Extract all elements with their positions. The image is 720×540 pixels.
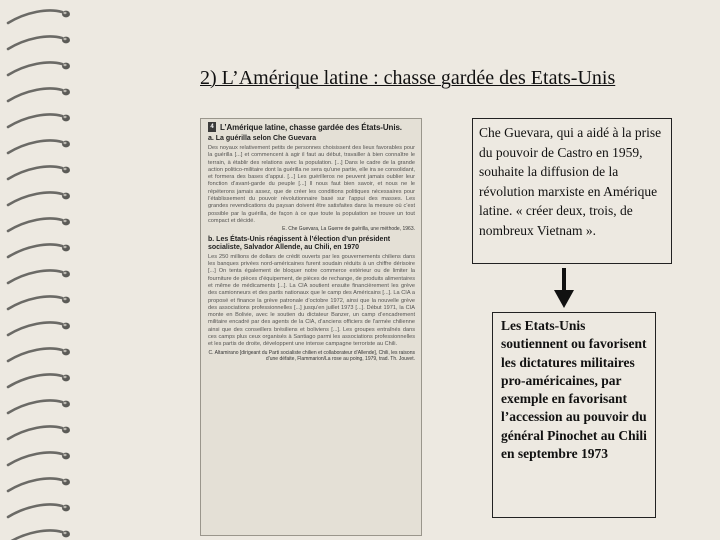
document-number: 4 [208, 122, 216, 132]
section-a-source: E. Che Guevara, La Guerre de guérilla, une méthode, 1963. [282, 226, 415, 233]
binding-ring [8, 192, 70, 205]
binding-ring [8, 10, 70, 23]
usa-dictatorships-box: Les Etats-Unis soutiennent ou favorisent les dictatures militaires pro-américaines, par exemple en favorisant l’accession au pouvoir du général Pinochet au Chili en septembre 1973 [492, 312, 656, 518]
document-header [208, 122, 415, 132]
binding-ring [8, 88, 70, 101]
binding-ring [8, 36, 70, 49]
down-arrow-icon [552, 268, 576, 308]
binding-ring [8, 478, 70, 491]
section-a-subtitle: a. La guérilla selon Che Guevara [208, 135, 317, 142]
section-b-text: Les 250 millions de dollars de crédit ouverts par les gouvernements chiliens dans les banques privées nord-américaines furent soudain réduits à un chiffre dérisoire [...] On tenta également de bloquer notre commerce extérieur ou de limiter la fourniture de pièces d’équipement, de pièces de rechange, de produits alimentaires et même de médicaments [...]. La CIA soutient ensuite financièrement les grève des camionneurs et des partis nationaux que le camp des Américains [...]. La CIA a proposé et finance la grève patronale d’octobre 1972, ainsi que la nouvelle grève des associations professionnelles [...] jusqu’en juillet 1973 [...]. Début 1971, la CIA monte en Bolivie, avec le soutien du dictateur Banzer, un camp d’encadrement militaire encadré par des agents de la CIA, d’anciens officiers de l’armée chilienne ainsi que des conseillers brésiliens et boliviens [...]. Les groupes entraînés dans ces camps plus ceux organisés à Santiago parmi les associations professionnelles et les partis de droite, développent une intense campagne terroriste au Chili. [208, 253, 415, 348]
binding-ring [8, 322, 70, 335]
slide-title: 2) L’Amérique latine : chasse gardée des Etats-Unis [200, 67, 616, 89]
document-heading: L’Amérique latine, chasse gardée des États-Unis. [220, 122, 402, 132]
binding-ring [8, 140, 70, 153]
binding-ring [8, 426, 70, 439]
binding-ring [8, 348, 70, 361]
binding-ring [8, 114, 70, 127]
binding-ring [8, 62, 70, 75]
binding-ring [8, 244, 70, 257]
binding-ring [8, 218, 70, 231]
binding-ring [8, 452, 70, 465]
spiral-binding-icon [0, 0, 80, 540]
binding-ring [8, 504, 70, 517]
textbook-document [200, 118, 422, 536]
section-b-source: C. Altamirano [dirigeant du Parti socialiste chilien et collaborateur d’Allende], Chili, les raisons d’une défaite, Flammarion/La rose au poing, 1979, trad. Th. Jouvet. [208, 349, 415, 362]
binding-ring [8, 166, 70, 179]
section-a-text: Des noyaux relativement petits de personnes choisissent des lieux favorables pour la guérilla [...] et commencent à agir il faut au début, travailler à bien connaître le terrain, à établir des relations avec la population. [...] Dans le cadre de la grande action politico-militaire dont la guérilla ne sera qu’une partie, elle ira se consolidant, et formera des bases d’appui. [...] Les guérilleros ne peuvent jamais oublier leur fonction d’avant-garde du peuple [...] Il nous faut bien savoir, et nous ne le répéterons jamais assez, que de créer les conditions politiques nécessaires pour l’établissement du pouvoir révolutionnaire basé sur l’appui des masses. Les grandes revendications du paysan doivent être satisfaites dans la mesure où c’est possible par la guérilla, de façon à ce que toute la population se trouve un tout compact et décidé. [208, 145, 415, 224]
binding-ring [8, 530, 70, 540]
binding-ring [8, 374, 70, 387]
binding-ring [8, 296, 70, 309]
binding-ring [8, 270, 70, 283]
binding-ring [8, 400, 70, 413]
section-b-subtitle: b. Les États-Unis réagissent à l’élection d’un président socialiste, Salvador Allende, au Chili, en 1970 [208, 235, 391, 251]
che-guevara-box: Che Guevara, qui a aidé à la prise du pouvoir de Castro en 1959, souhaite la diffusion de la révolution marxiste en Amérique latine. « créer deux, trois, de nombreux Vietnam ». [472, 118, 672, 264]
